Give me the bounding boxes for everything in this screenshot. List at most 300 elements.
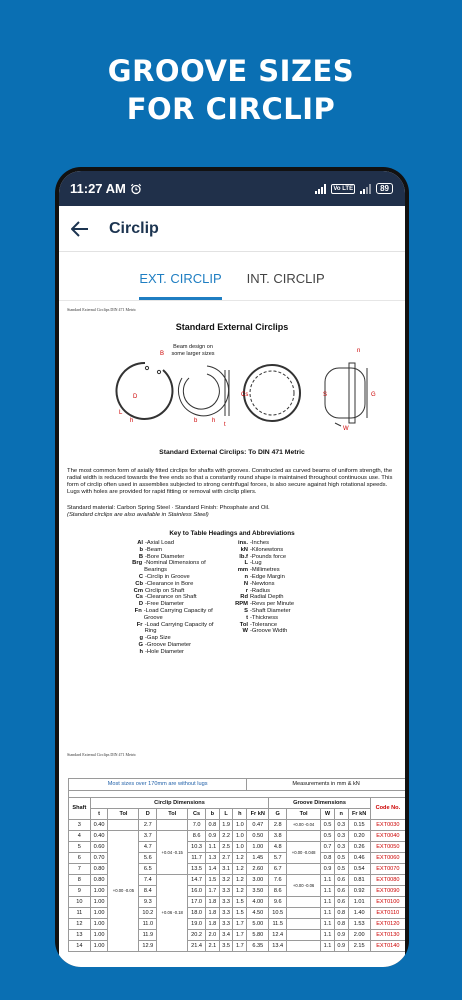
cell-w: 1.1	[321, 885, 335, 896]
key-right-abbr: t	[246, 614, 248, 621]
key-right-desc: -Lug	[250, 560, 262, 567]
cell-shaft: 8	[69, 874, 91, 885]
cell-g: 10.5	[269, 907, 287, 918]
cell-d: 6.5	[139, 863, 157, 874]
cell-g: 6.7	[269, 863, 287, 874]
cell-n: 0.8	[334, 907, 348, 918]
cell-t: 1.00	[90, 896, 108, 907]
cell-d: 3.7	[139, 830, 157, 841]
key-left-abbr: b	[139, 546, 143, 553]
cell-l: 3.3	[219, 907, 233, 918]
key-left-abbr: Fr	[136, 621, 143, 628]
col-shaft: Shaft	[69, 797, 91, 819]
cell-cs: 20.2	[188, 929, 206, 940]
cell-w: 0.5	[321, 819, 335, 830]
cell-code: EXT0060	[370, 852, 405, 863]
signal-icon	[315, 184, 326, 194]
cell-h: 1.7	[233, 929, 247, 940]
cell-n: 0.3	[334, 830, 348, 841]
key-column-right	[228, 540, 321, 656]
cell-t: 0.70	[90, 852, 108, 863]
cell-fr-circlip: 4.50	[247, 907, 269, 918]
status-time: 11:27 AM	[70, 181, 126, 196]
key-right-abbr: n	[244, 573, 248, 580]
key-right-desc: -Thickness	[250, 614, 279, 621]
cell-d: 8.4	[139, 885, 157, 896]
cell-n: 0.5	[334, 863, 348, 874]
volte-badge: Vo LTE	[333, 185, 354, 192]
tolerance-cell: +0.00 -0.048	[287, 841, 321, 863]
key-left-row	[131, 560, 224, 574]
cell-fr-groove: 2.00	[348, 929, 370, 940]
key-right-abbr: lb.f	[239, 553, 248, 560]
key-left-row	[131, 635, 224, 642]
tab-int-circlip[interactable]: INT. CIRCLIP	[246, 271, 325, 286]
cell-fr-circlip: 3.50	[247, 885, 269, 896]
cell-g: 12.4	[269, 929, 287, 940]
key-left-desc: Circlip on Shaft	[145, 587, 185, 594]
cell-h: 1.2	[233, 874, 247, 885]
key-right-desc: -Radius	[250, 587, 270, 594]
key-left-desc: -Hole Diameter	[145, 648, 184, 655]
cell-l: 3.3	[219, 896, 233, 907]
cell-fr-circlip: 5.80	[247, 929, 269, 940]
cell-g: 7.6	[269, 874, 287, 885]
cell-w: 1.1	[321, 907, 335, 918]
cell-g: 11.5	[269, 918, 287, 929]
cell-t: 0.40	[90, 830, 108, 841]
key-left-desc: -Gap Size	[145, 635, 171, 642]
key-left-abbr: G	[138, 641, 143, 648]
key-right-desc: -Groove Width	[250, 628, 288, 635]
cell-d: 9.3	[139, 896, 157, 907]
key-right-desc: -Millimetres	[250, 567, 280, 574]
key-left-abbr: Al	[137, 540, 143, 546]
key-right-desc: -Edge Margin	[250, 573, 285, 580]
key-right-abbr: W	[242, 628, 248, 635]
key-left-desc: -Groove Diameter	[145, 641, 192, 648]
cell-shaft: 4	[69, 830, 91, 841]
cell-d: 10.2	[139, 907, 157, 918]
cell-w: 1.1	[321, 874, 335, 885]
key-right-abbr: Tol	[239, 621, 248, 628]
key-right-row	[228, 588, 321, 595]
cell-l: 3.3	[219, 885, 233, 896]
col-groove-header: G	[269, 808, 287, 819]
cell-code: EXT0040	[370, 830, 405, 841]
cell-fr-groove: 2.15	[348, 940, 370, 951]
cell-w: 0.7	[321, 841, 335, 852]
circlip-drawing	[67, 338, 405, 430]
key-right-row	[228, 574, 321, 581]
cell-w: 0.8	[321, 852, 335, 863]
col-code: Code No.	[370, 797, 405, 819]
key-right-desc: -Tolerance	[250, 621, 278, 628]
cell-shaft: 7	[69, 863, 91, 874]
table-note: Most sizes over 170mm are without lugs	[69, 778, 247, 790]
key-left-row	[131, 588, 224, 595]
tolerance-cell	[287, 929, 321, 940]
key-right-abbr: r	[245, 587, 248, 594]
cell-w: 1.1	[321, 929, 335, 940]
key-right-abbr: mm	[237, 567, 248, 574]
status-icons	[315, 183, 393, 194]
key-left-row	[131, 574, 224, 581]
tab-bar	[59, 252, 405, 301]
key-right-row	[228, 628, 321, 635]
cell-cs: 8.6	[188, 830, 206, 841]
cell-fr-groove: 1.40	[348, 907, 370, 918]
col-circlip-header: Cs	[188, 808, 206, 819]
cell-g: 3.8	[269, 830, 287, 841]
alarm-icon	[130, 183, 142, 195]
key-left-abbr: g	[139, 635, 143, 642]
cell-fr-circlip: 6.35	[247, 940, 269, 951]
key-right-desc: -Pounds force	[250, 553, 287, 560]
key-left-row	[131, 649, 224, 656]
cell-shaft: 3	[69, 819, 91, 830]
cell-d: 5.6	[139, 852, 157, 863]
key-right-desc: -Shaft Diameter	[250, 607, 291, 614]
key-left-abbr: Cm	[133, 587, 143, 594]
cell-b: 1.7	[205, 885, 219, 896]
cell-h: 1.5	[233, 896, 247, 907]
key-right-row	[228, 540, 321, 547]
key-left-desc: -Load Carrying Capacity of Ring	[144, 621, 214, 635]
key-left-row	[131, 554, 224, 561]
key-left-abbr: Cb	[135, 580, 143, 587]
key-right-row	[228, 601, 321, 608]
key-right-row	[228, 560, 321, 567]
doc-header-small-2: Standard External Circlips DIN 471 Metric	[67, 751, 137, 757]
key-left-abbr: B	[138, 553, 143, 560]
col-circlip-header: Fr kN	[247, 808, 269, 819]
banner-line-1: GROOVE SIZES	[107, 54, 355, 88]
cell-t: 0.80	[90, 874, 108, 885]
key-left-desc: -Clearance in Bore	[145, 580, 194, 587]
table-row	[69, 830, 406, 841]
key-left-abbr: C	[138, 573, 143, 580]
cell-l: 3.1	[219, 863, 233, 874]
key-left-desc: -Nominal Dimensions of Bearings	[144, 560, 206, 574]
cell-cs: 19.0	[188, 918, 206, 929]
cell-code: EXT0110	[370, 907, 405, 918]
key-column-left	[131, 540, 224, 656]
doc-header-small: Standard External Circlips DIN 471 Metric	[67, 307, 137, 312]
cell-shaft: 11	[69, 907, 91, 918]
key-title: Key to Table Headings and Abbreviations	[169, 530, 295, 537]
cell-d: 12.9	[139, 940, 157, 951]
dim-label-s: S	[323, 392, 328, 398]
key-right-abbr: ins.	[238, 540, 248, 546]
cell-b: 1.5	[205, 874, 219, 885]
cell-b: 1.3	[205, 852, 219, 863]
cell-t: 0.60	[90, 841, 108, 852]
cell-w: 0.5	[321, 830, 335, 841]
cell-l: 3.5	[219, 940, 233, 951]
cell-b: 2.0	[205, 929, 219, 940]
cell-fr-circlip: 0.47	[247, 819, 269, 830]
doc-description: The most common form of axially fitted circlips for shafts with grooves. Constructed as curved beams of uniform strength, the radial width is reduced towards the free ends so that a constantly round shape is maintained throughout continuous use. This form of circlip often used in assemblies subjected to strong centrifugal forces, is also secure against high rotational speeds. Lugs with holes are provided for rapid fitting or removal with circlip pliers.	[67, 468, 393, 495]
cell-fr-groove: 1.53	[348, 918, 370, 929]
cell-n: 0.6	[334, 885, 348, 896]
key-left-desc: -Circlip in Groove	[145, 573, 190, 580]
circlip-diagram	[67, 338, 397, 430]
key-right-row	[228, 622, 321, 629]
promo-banner	[0, 52, 462, 128]
tolerance-cell	[287, 830, 321, 841]
cell-cs: 18.0	[188, 907, 206, 918]
cell-n: 0.9	[334, 940, 348, 951]
cell-n: 0.6	[334, 874, 348, 885]
cell-fr-circlip: 2.60	[247, 863, 269, 874]
cell-fr-groove: 0.15	[348, 819, 370, 830]
key-right-row	[228, 567, 321, 574]
cell-n: 0.3	[334, 819, 348, 830]
cell-h: 1.2	[233, 852, 247, 863]
cell-code: EXT0080	[370, 874, 405, 885]
cell-fr-circlip: 5.00	[247, 918, 269, 929]
col-circlip-header: D	[139, 808, 157, 819]
cell-cs: 10.3	[188, 841, 206, 852]
key-left-abbr: Fn	[134, 607, 142, 614]
key-left-row	[131, 622, 224, 636]
measure-note: Measurements in mm & kN	[247, 778, 405, 790]
tolerance-cell	[157, 819, 188, 830]
col-circlip-header: Tol	[157, 808, 188, 819]
cell-cs: 13.5	[188, 863, 206, 874]
cell-shaft: 12	[69, 918, 91, 929]
dim-label-h: h	[130, 418, 134, 424]
tolerance-cell: +0.00 -0.04	[287, 819, 321, 830]
cell-cs: 21.4	[188, 940, 206, 951]
key-right-row	[228, 547, 321, 554]
cell-l: 2.2	[219, 830, 233, 841]
tab-ext-circlip[interactable]: EXT. CIRCLIP	[139, 271, 221, 300]
key-left-row	[131, 547, 224, 554]
cell-d: 11.9	[139, 929, 157, 940]
cell-fr-circlip: 4.00	[247, 896, 269, 907]
dimensions-table	[68, 778, 405, 952]
key-right-abbr: RPM	[235, 601, 248, 608]
banner-line-2: FOR CIRCLIP	[126, 92, 336, 126]
dim-label-h2: h	[212, 418, 216, 424]
cell-d: 2.7	[139, 819, 157, 830]
cell-w: 1.1	[321, 896, 335, 907]
cell-g: 8.6	[269, 885, 287, 896]
cell-l: 2.5	[219, 841, 233, 852]
cell-t: 1.00	[90, 929, 108, 940]
cell-code: EXT0090	[370, 885, 405, 896]
cell-h: 1.5	[233, 907, 247, 918]
cell-shaft: 14	[69, 940, 91, 951]
cell-h: 1.0	[233, 841, 247, 852]
key-left-desc: -Clearance on Shaft	[145, 594, 197, 601]
col-circlip-header: Tol	[108, 808, 139, 819]
key-right-desc: -Newtons	[250, 580, 275, 587]
cell-w: 1.1	[321, 940, 335, 951]
key-left-row	[131, 594, 224, 601]
cell-code: EXT0130	[370, 929, 405, 940]
cell-fr-circlip: 3.00	[247, 874, 269, 885]
dim-label-t: t	[224, 422, 226, 428]
col-groove-header: W	[321, 808, 335, 819]
col-circlip-header: b	[205, 808, 219, 819]
col-circlip-header: t	[90, 808, 108, 819]
col-groove-header: Fr kN	[348, 808, 370, 819]
cell-fr-groove: 0.92	[348, 885, 370, 896]
key-right-abbr: kN	[240, 546, 248, 553]
cell-d: 7.4	[139, 874, 157, 885]
key-left-desc: -Beam	[145, 546, 163, 553]
key-left-abbr: Brg	[132, 560, 143, 567]
dim-label-l: L	[119, 410, 123, 416]
cell-fr-groove: 0.81	[348, 874, 370, 885]
cell-w: 1.1	[321, 918, 335, 929]
tolerance-cell	[287, 907, 321, 918]
dim-label-d: D	[133, 394, 138, 400]
cell-d: 11.0	[139, 918, 157, 929]
key-right-desc: -Inches	[250, 540, 270, 546]
cell-shaft: 5	[69, 841, 91, 852]
app-bar	[59, 206, 405, 252]
column-headers	[69, 808, 406, 819]
cell-cs: 14.7	[188, 874, 206, 885]
cell-h: 1.7	[233, 918, 247, 929]
key-right-desc: -Revs per Minute	[250, 601, 295, 608]
key-left-abbr: D	[138, 601, 143, 608]
cell-cs: 11.7	[188, 852, 206, 863]
dim-label-g: G	[371, 392, 376, 398]
key-right-row	[228, 615, 321, 622]
cell-h: 1.2	[233, 885, 247, 896]
key-right-row	[228, 608, 321, 615]
key-left-desc: -Load Carrying Capacity of Groove	[143, 607, 213, 621]
cell-t: 1.00	[90, 885, 108, 896]
status-bar	[59, 171, 405, 206]
tolerance-cell: +0.00 -0.06	[287, 874, 321, 896]
dim-label-cs: Cs	[241, 392, 249, 398]
cell-h: 1.2	[233, 863, 247, 874]
col-circlip-header: L	[219, 808, 233, 819]
key-right-row	[228, 594, 321, 601]
cell-shaft: 9	[69, 885, 91, 896]
spacer-row	[69, 790, 406, 797]
key-left-row	[131, 642, 224, 649]
cell-fr-circlip: 1.00	[247, 841, 269, 852]
cell-fr-groove: 0.26	[348, 841, 370, 852]
cell-t: 0.40	[90, 819, 108, 830]
dim-label-n: n	[357, 348, 361, 354]
cell-l: 3.4	[219, 929, 233, 940]
cell-b: 1.1	[205, 841, 219, 852]
cell-g: 9.6	[269, 896, 287, 907]
cell-n: 0.3	[334, 841, 348, 852]
cell-cs: 17.0	[188, 896, 206, 907]
cell-t: 1.00	[90, 918, 108, 929]
key-table	[131, 540, 321, 656]
cell-fr-circlip: 1.45	[247, 852, 269, 863]
cell-w: 0.9	[321, 863, 335, 874]
tolerance-cell: +0.00 -0.05	[108, 830, 139, 951]
arrow-left-icon	[71, 221, 89, 237]
cell-b: 2.1	[205, 940, 219, 951]
dim-label-b: B	[160, 351, 165, 357]
phone-frame	[55, 167, 409, 967]
doc-subheading: Standard External Circlips: To DIN 471 Metric	[159, 449, 305, 456]
cell-g: 13.4	[269, 940, 287, 951]
tolerance-cell: +0.04 -0.15	[157, 830, 188, 874]
cell-l: 2.7	[219, 852, 233, 863]
cell-n: 0.8	[334, 918, 348, 929]
diagram-note: Beam design on some larger sizes	[171, 344, 215, 357]
doc-heading: Standard External Circlips	[175, 322, 289, 332]
cell-fr-groove: 0.20	[348, 830, 370, 841]
group-groove: Groove Dimensions	[269, 797, 370, 808]
doc-material: Standard material: Carbon Spring Steel · Standard Finish: Phosphate and Oil.	[67, 505, 270, 511]
screen	[59, 171, 405, 967]
signal-icon-2	[360, 184, 371, 194]
dim-label-beam: b	[194, 418, 198, 424]
tolerance-cell	[287, 896, 321, 907]
cell-fr-circlip: 0.50	[247, 830, 269, 841]
tolerance-cell: +0.06 -0.18	[157, 874, 188, 951]
battery-icon: 89	[376, 183, 393, 194]
cell-n: 0.6	[334, 896, 348, 907]
cell-fr-groove: 0.54	[348, 863, 370, 874]
key-left-row	[131, 608, 224, 622]
cell-b: 0.8	[205, 819, 219, 830]
cell-d: 4.7	[139, 841, 157, 852]
key-left-row	[131, 581, 224, 588]
tolerance-cell	[287, 918, 321, 929]
page-title: Circlip	[109, 219, 159, 237]
cell-fr-groove: 0.46	[348, 852, 370, 863]
key-left-abbr: h	[139, 648, 143, 655]
col-groove-header: n	[334, 808, 348, 819]
cell-g: 4.8	[269, 841, 287, 852]
cell-b: 0.9	[205, 830, 219, 841]
cell-cs: 16.0	[188, 885, 206, 896]
key-right-row	[228, 581, 321, 588]
cell-code: EXT0050	[370, 841, 405, 852]
cell-shaft: 13	[69, 929, 91, 940]
group-circlip: Circlip Dimensions	[90, 797, 269, 808]
document-view	[59, 307, 405, 952]
back-button[interactable]	[69, 218, 91, 240]
cell-b: 1.8	[205, 918, 219, 929]
key-right-desc: Radial Depth	[250, 594, 284, 601]
key-left-desc: -Axial Load	[145, 540, 175, 546]
cell-shaft: 6	[69, 852, 91, 863]
key-left-desc: -Free Diameter	[145, 601, 184, 608]
cell-fr-groove: 1.01	[348, 896, 370, 907]
cell-code: EXT0100	[370, 896, 405, 907]
key-left-desc: -Bore Diameter	[145, 553, 185, 560]
tolerance-cell	[287, 863, 321, 874]
key-right-abbr: Rd	[240, 594, 248, 601]
cell-code: EXT0030	[370, 819, 405, 830]
cell-code: EXT0070	[370, 863, 405, 874]
cell-code: EXT0140	[370, 940, 405, 951]
cell-b: 1.8	[205, 907, 219, 918]
cell-n: 0.9	[334, 929, 348, 940]
cell-l: 3.3	[219, 918, 233, 929]
cell-n: 0.5	[334, 852, 348, 863]
cell-g: 2.8	[269, 819, 287, 830]
cell-cs: 7.0	[188, 819, 206, 830]
key-right-abbr: S	[244, 607, 248, 614]
